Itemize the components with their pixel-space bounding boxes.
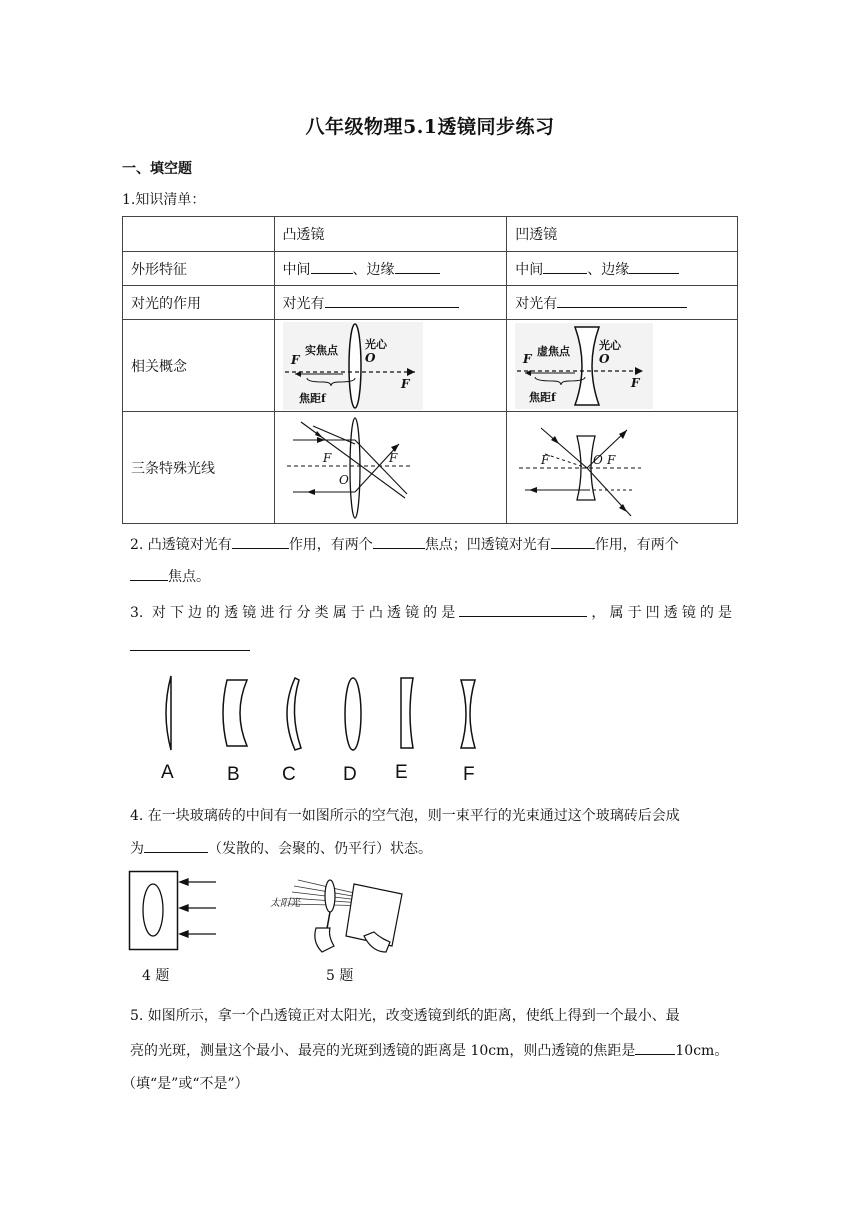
cell-text: 对光有 [282,295,325,312]
question-2-line2 [130,566,210,587]
q2-text: 焦点。 [168,569,210,585]
question-4-line1: 4. 在一块玻璃砖的中间有一如图所示的空气泡，则一束平行的光束通过这个玻璃砖后会成 [130,808,680,824]
answer-blank[interactable] [629,259,679,274]
answer-blank[interactable] [144,838,208,853]
answer-blank[interactable] [543,259,587,274]
answer-blank[interactable] [232,534,289,549]
q5-text: 10cm。 [675,1043,729,1059]
row-label: 外形特征 [123,252,275,286]
focus-label: F [607,452,616,467]
table-row [123,320,738,412]
focal-length-label: 焦距f [529,390,556,404]
q2-text: 作用，有两个 [594,537,679,553]
answer-blank[interactable] [325,293,459,308]
focus-label: F [400,376,410,391]
q5-text: 亮的光斑，测量这个最小、最亮的光斑到透镜的距离是 10cm，则凸透镜的焦距是 [130,1043,636,1059]
center-o-label: O [593,452,604,467]
table-header-cell: 凸透镜 [274,217,507,252]
lens-label: B [227,764,240,784]
table-cell [274,412,507,524]
glass-brick-figure [128,870,220,952]
table-cell [507,252,738,286]
section-heading: 一、填空题 [122,161,192,177]
center-o-label: O [364,350,375,365]
lens-e-shape [401,678,413,748]
answer-blank[interactable] [373,534,425,549]
table-row [123,252,738,286]
table-cell [274,320,507,412]
virtual-focus-label: 虚焦点 [537,344,571,358]
lens-d-shape [345,678,361,750]
lens-c-shape [287,678,301,750]
page-title: 八年级物理5.1透镜同步练习 [305,116,555,138]
table-row [123,412,738,524]
table-header-cell: 凹透镜 [507,217,738,252]
table-cell [507,412,738,524]
lens-b-shape [223,680,247,746]
lens-label: F [463,764,475,784]
question-5-line2 [130,1040,728,1061]
q3-text: ，属于凹透镜的是 [587,605,733,621]
question-5-line1: 5. 如图所示，拿一个凸透镜正对太阳光，改变透镜到纸的距离，使纸上得到一个最小、最 [130,1008,680,1024]
q2-text: 2. 凸透镜对光有 [130,537,232,553]
center-o-label: O [338,472,349,487]
sunlight-handwritten-label: 太阳光 [270,898,300,909]
row-label: 对光的作用 [123,286,275,320]
answer-blank[interactable] [311,259,353,274]
q4-text: 为 [130,841,144,857]
concave-lens-concept-diagram [515,323,653,409]
cell-text: 对光有 [515,295,558,312]
knowledge-table [122,216,738,524]
q2-text: 作用，有两个 [288,537,373,553]
row-label: 相关概念 [123,320,275,412]
optical-center-label: 光心 [599,338,622,352]
table-header-cell [123,217,275,252]
table-cell [507,320,738,412]
focus-label: F [322,450,331,465]
q4-text: （发散的、会聚的、仍平行）状态。 [208,841,432,857]
answer-blank[interactable] [557,293,687,308]
sunlight-lens-figure [268,872,408,962]
focus-label: F [631,375,640,390]
answer-blank[interactable] [551,534,595,549]
focus-label: F [523,351,532,366]
q3-text: 3. 对下边的透镜进行分类属于凸透镜的是 [130,605,460,621]
lens-f-shape [461,680,475,748]
optical-center-label: 光心 [364,337,387,351]
question-4-line2 [130,838,432,859]
table-row [123,286,738,320]
center-o-label: O [599,351,610,366]
table-header-row [123,217,738,252]
lens-a-shape [166,676,171,750]
cell-text: 、边缘 [352,261,395,278]
question-2-line1 [130,534,679,555]
lens-label: A [161,762,174,783]
convex-lens-rays-diagram [283,414,423,522]
answer-blank[interactable] [130,650,250,651]
answer-blank[interactable] [130,566,168,581]
lens-label: E [395,762,408,783]
cell-text: 、边缘 [587,261,630,278]
q2-text: 焦点；凹透镜对光有 [424,537,551,553]
row-label: 三条特殊光线 [123,412,275,524]
answer-blank[interactable] [635,1040,675,1055]
answer-blank[interactable] [395,259,440,274]
cell-text: 中间 [515,261,544,278]
lens-shapes-figure [155,672,495,784]
question-5-line3: （填“是”或“不是”） [122,1076,249,1092]
question-3-line1 [130,602,732,623]
lens-label: C [282,764,296,784]
lens-label: D [343,764,357,784]
convex-lens-concept-diagram [283,322,423,410]
focal-length-label: 焦距f [298,391,326,405]
figure-5-caption: 5 题 [326,968,354,984]
table-cell [507,286,738,320]
focus-label: F [541,452,550,467]
concave-lens-rays-diagram [515,414,645,522]
focus-label: F [388,450,397,465]
real-focus-label: 实焦点 [304,343,338,357]
question-1-stem: 1.知识清单： [122,192,206,208]
table-cell [274,286,507,320]
figure-4-caption: 4 题 [142,968,170,984]
focus-label: F [290,352,300,367]
cell-text: 中间 [282,261,311,278]
table-cell [274,252,507,286]
answer-blank[interactable] [459,602,587,617]
